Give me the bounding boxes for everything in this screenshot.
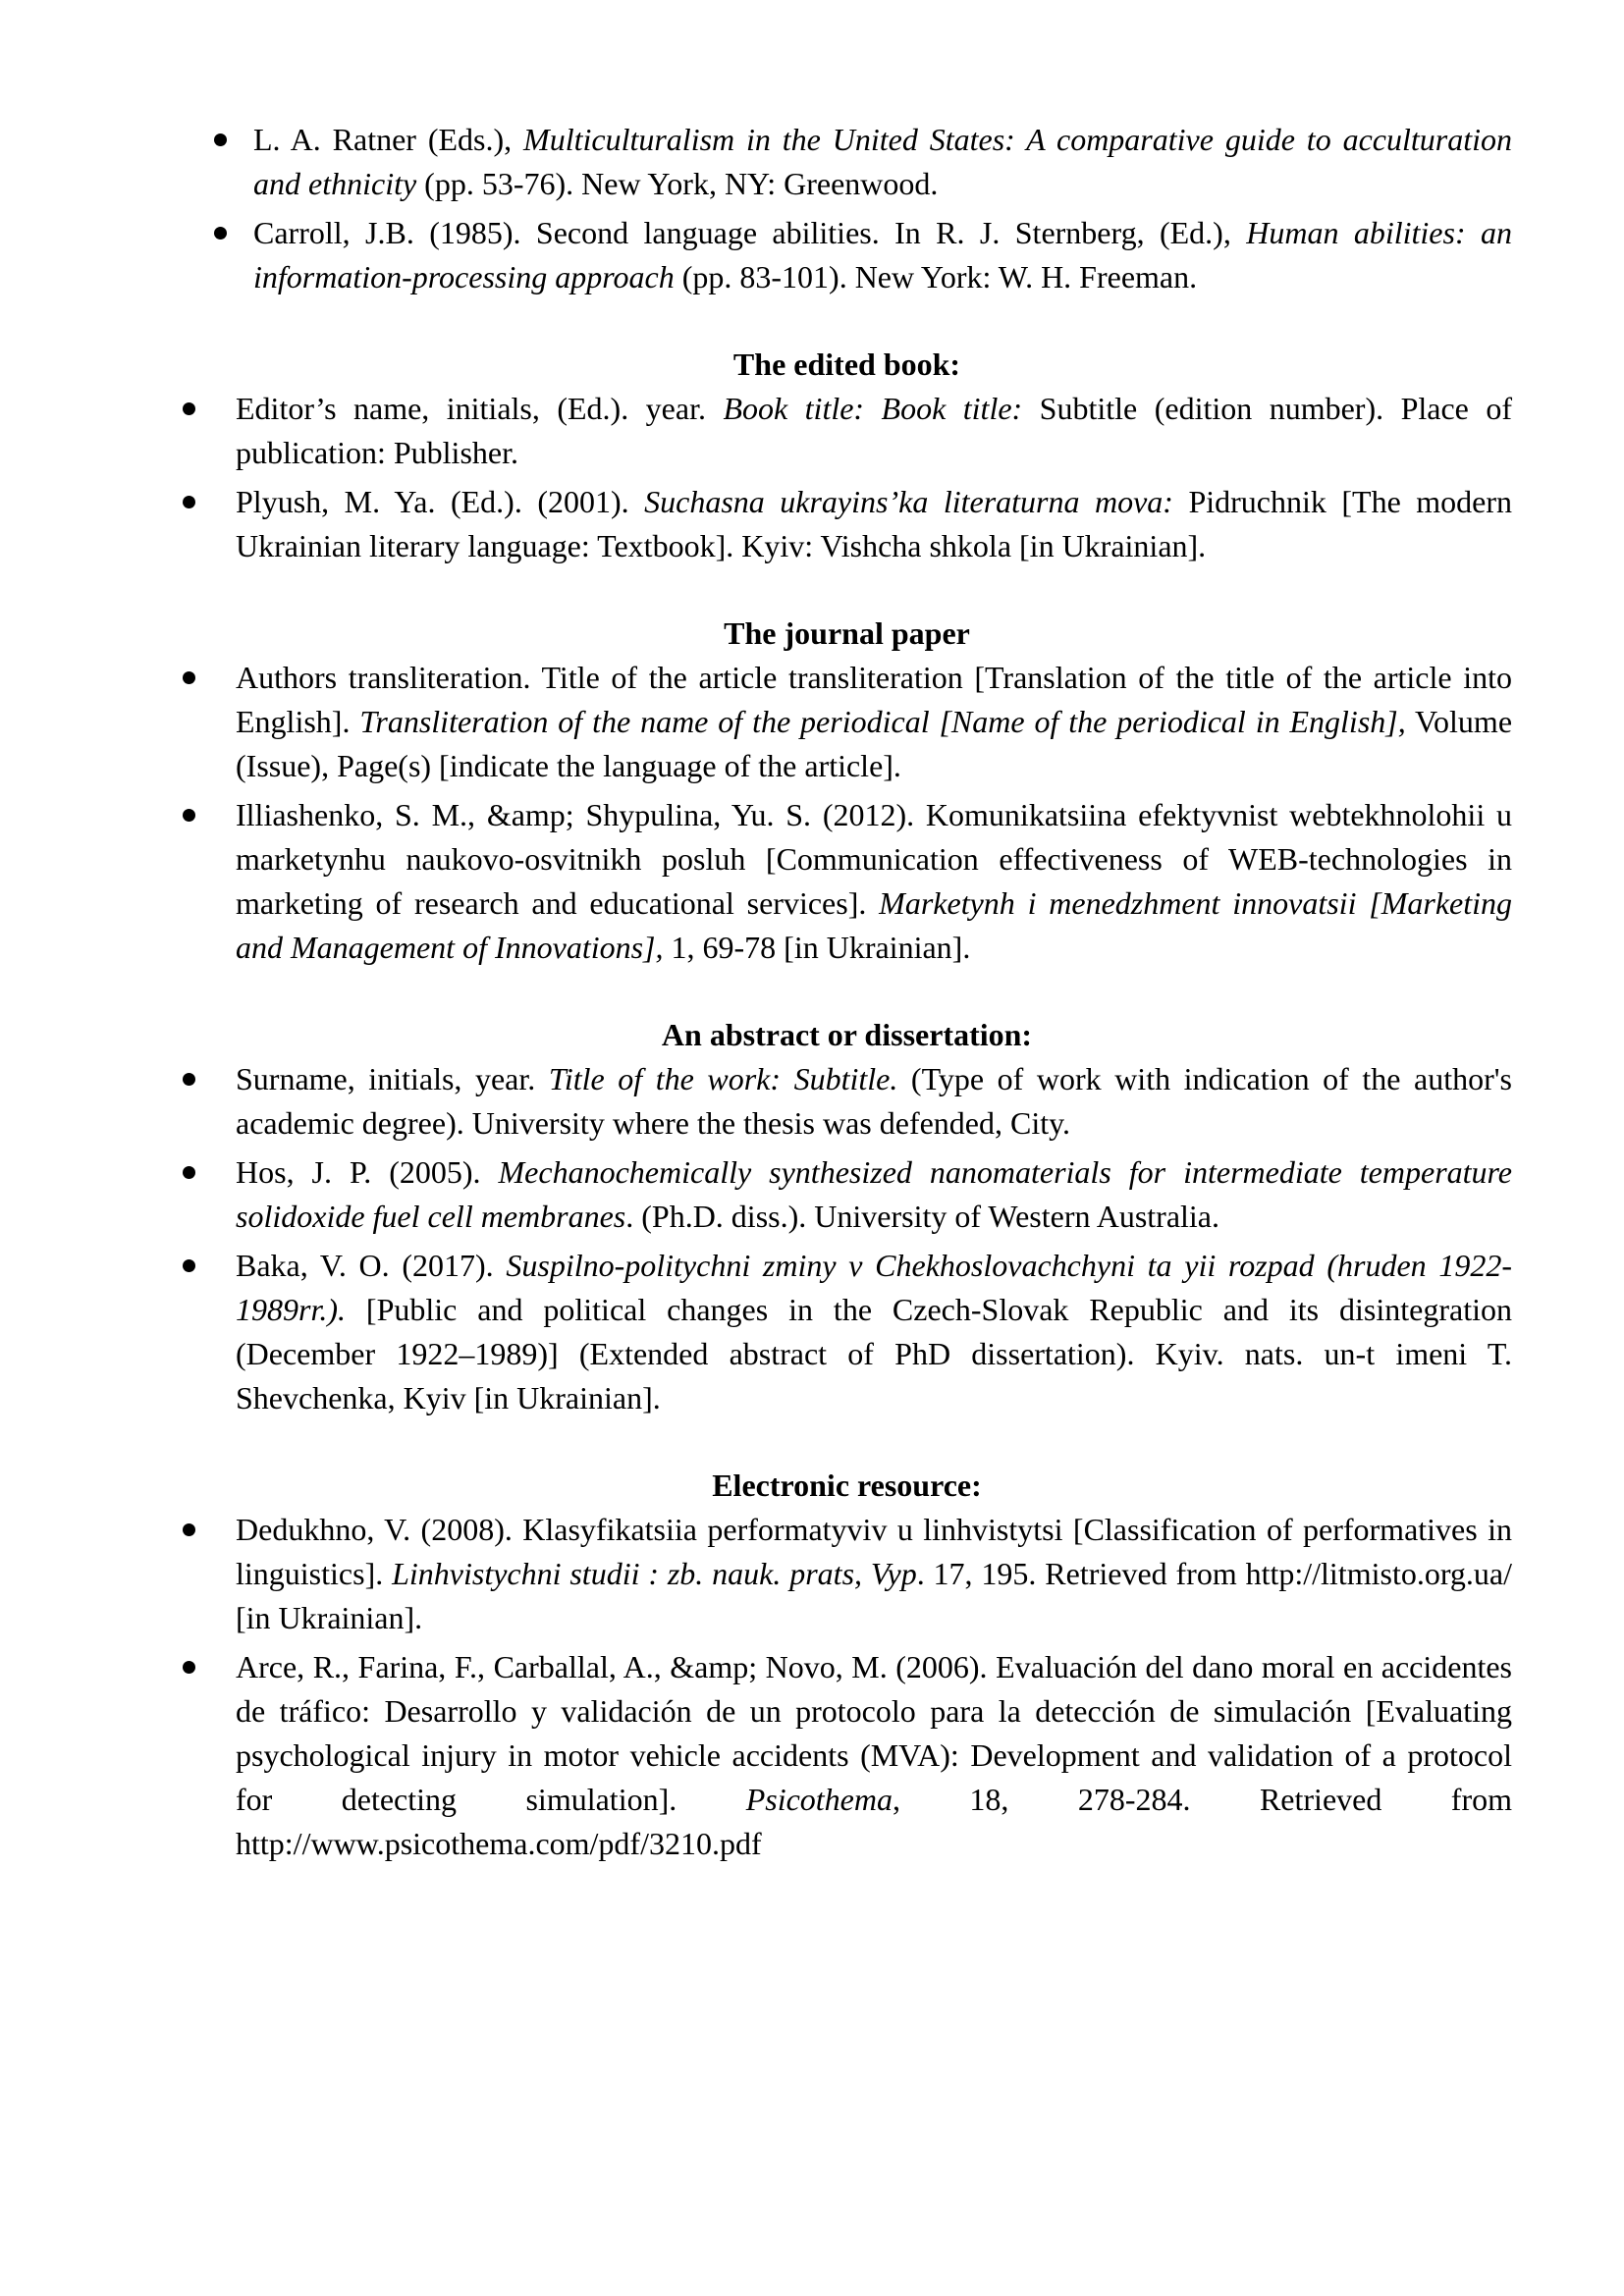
reference-text: (Type of work with indication of the author's academic degree). University where the thesis was defended, City. [236,1061,1513,1141]
reference-text: , 18, 278-284. Retrieved from http://www.psicothema.com/pdf/3210.pdf [236,1782,1513,1861]
reference-text-italic: Linhvistychni studii : zb. nauk. prats, Vyp [392,1556,917,1591]
reference-text: Arce, R., Farina, F., Carballal, A., &amp; Novo, M. (2006). Evaluación del dano moral en accidentes de tráfico: Desarrollo y validación de un protocolo para la detección de simulación [Evaluating psychological injury in motor vehicle accidents (MVA): Development and validation of a protocol for detecting simulation]. [236,1649,1512,1817]
reference-list [236,1057,1512,1420]
bullet-icon [183,402,195,415]
reference-text: Carroll, J.B. (1985). Second language abilities. In R. J. Sternberg, (Ed.), [253,215,1247,250]
bullet-icon [214,227,227,240]
reference-text-italic: Transliteration of the name of the periodical [Name of the periodical in English], [359,704,1406,739]
reference-list [253,118,1512,299]
reference-text: (pp. 83-101). New York: W. H. Freeman. [674,259,1198,294]
reference-item [253,118,1512,206]
reference-item [236,480,1512,568]
reference-section [236,1013,1512,1420]
reference-section [236,612,1512,970]
bullet-icon [183,1166,195,1179]
reference-item [236,387,1512,475]
bullet-icon [183,671,195,684]
reference-item [236,1645,1512,1866]
bullet-icon [214,133,227,146]
reference-text-italic: Marketynh i menedzhment innovatsii [Marketing and Management of Innovations], [236,885,1513,965]
reference-text: [Public and political changes in the Czech-Slovak Republic and its disintegration (December 1922–1989)] (Extended abstract of PhD dissertation). Kyiv. nats. un-t imeni T. Shevchenka, Kyiv [in Ukrainian]. [236,1292,1512,1415]
reference-text-italic: Mechanochemically synthesized nanomaterials for intermediate temperature solidoxide fuel cell membranes [236,1154,1513,1234]
reference-text-italic: Psicothema [745,1782,893,1817]
bullet-icon [183,1523,195,1536]
reference-list [236,656,1512,970]
section-heading: The edited book: [732,347,961,382]
reference-text: Volume (Issue), Page(s) [indicate the language of the article]. [236,704,1513,783]
reference-text: (pp. 53-76). New York, NY: Greenwood. [416,166,939,201]
bullet-icon [183,1661,195,1674]
reference-list [236,387,1512,568]
reference-section [236,1464,1512,1866]
bullet-icon [183,1073,195,1086]
reference-item [236,1150,1512,1239]
reference-text: Surname, initials, year. [236,1061,549,1096]
reference-text: 1, 69-78 [in Ukrainian]. [663,930,971,965]
reference-text: Plyush, M. Ya. (Ed.). (2001). [236,484,645,519]
reference-item [236,1244,1512,1420]
reference-item [236,1057,1512,1146]
section-heading: An abstract or dissertation: [661,1017,1033,1052]
bullet-icon [183,496,195,508]
reference-text: L. A. Ratner (Eds.), [253,122,524,157]
reference-text: Illiashenko, S. M., &amp; Shypulina, Yu. S. (2012). Komunikatsiina efektyvnist webtekhnolohii u marketynhu naukovo-osvitnikh posluh [Communication effectiveness of WEB-technologies in marketing of research and educational services]. [236,797,1512,921]
section-heading: The journal paper [724,615,970,651]
reference-item [236,656,1512,788]
reference-item [236,1508,1512,1640]
document-page [236,118,1512,1871]
reference-text: Pidruchnik [The modern Ukrainian literary language: Textbook]. Kyiv: Vishcha shkola [in Ukrainian]. [236,484,1513,563]
reference-text: Hos, J. P. (2005). [236,1154,499,1190]
reference-text-italic: Title of the work: Subtitle. [548,1061,898,1096]
reference-text-italic: Book title: Book title: [723,391,1023,426]
reference-text-italic: Suchasna ukrayins’ka literaturna mova: [644,484,1173,519]
reference-section [236,343,1512,568]
bullet-icon [183,809,195,822]
reference-list [236,1508,1512,1866]
reference-text-italic: Human abilities: an information-processing approach [253,215,1513,294]
reference-text: Authors transliteration. Title of the article transliteration [Translation of the title of the article into English]. [236,660,1512,739]
reference-item [253,211,1512,299]
reference-text: . (Ph.D. diss.). University of Western Australia. [625,1199,1219,1234]
reference-text-italic: Multiculturalism in the United States: A comparative guide to acculturation and ethnicity [253,122,1513,201]
reference-text: . 17, 195. Retrieved from http://litmisto.org.ua/ [in Ukrainian]. [236,1556,1513,1635]
reference-text: Editor’s name, initials, (Ed.). year. [236,391,724,426]
reference-text: Subtitle (edition number). Place of publication: Publisher. [236,391,1513,470]
reference-item [236,793,1512,970]
document-body [236,118,1512,1866]
section-heading: Electronic resource: [712,1468,982,1503]
reference-text-italic: Suspilno-politychni zminy v Chekhoslovachchyni ta yii rozpad (hruden 1922-1989rr.). [236,1248,1512,1327]
reference-section [236,118,1512,299]
bullet-icon [183,1259,195,1272]
reference-text: Dedukhno, V. (2008). Klasyfikatsiia performatyviv u linhvistytsi [Classification of performatives in linguistics]. [236,1512,1512,1591]
reference-text: Baka, V. O. (2017). [236,1248,507,1283]
